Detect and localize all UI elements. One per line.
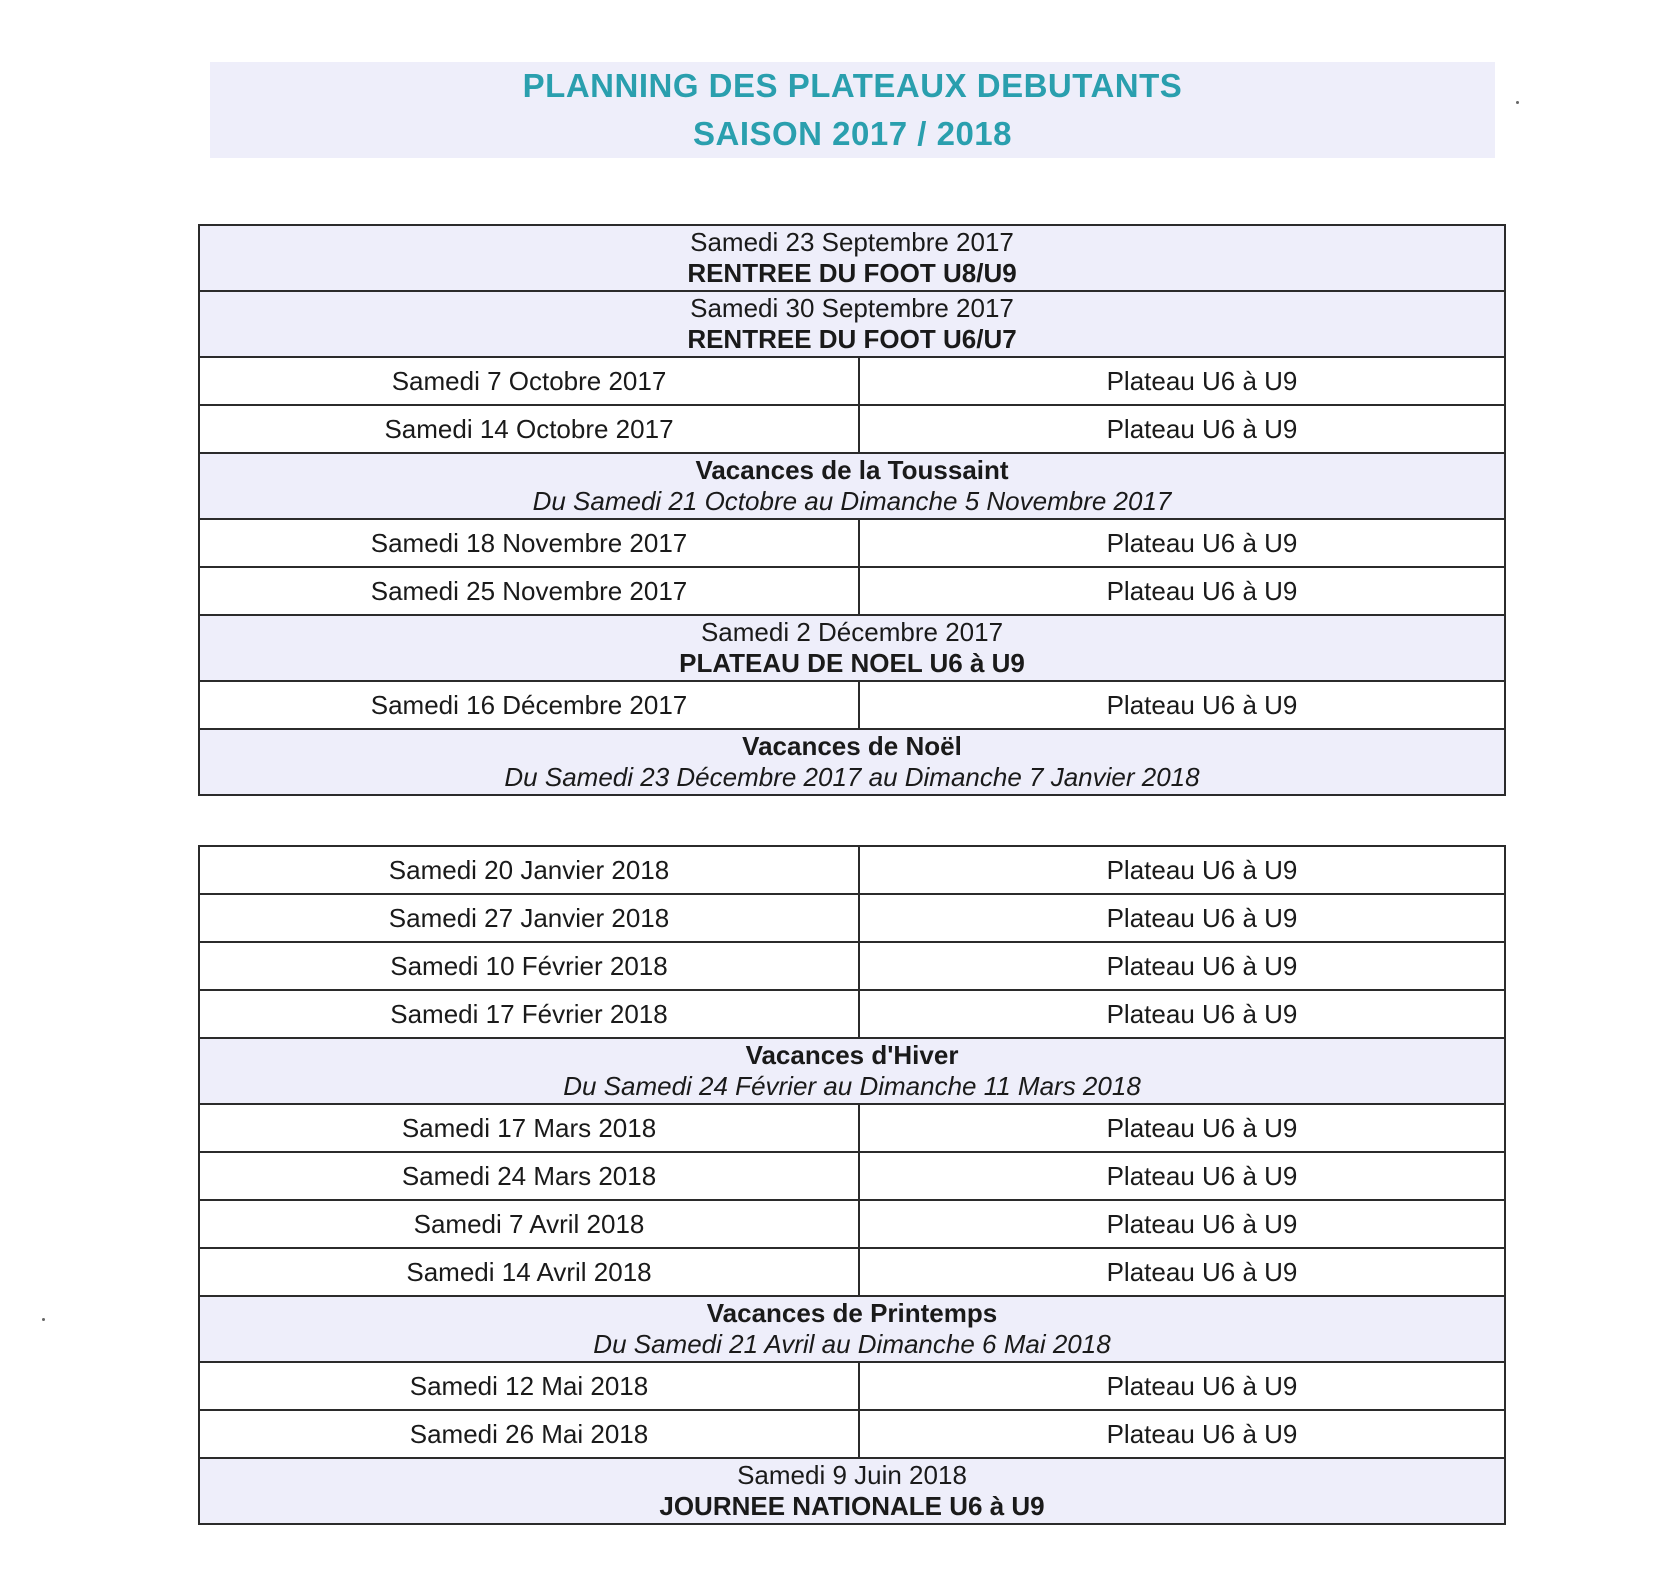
event-cell xyxy=(859,567,1505,615)
event-title: PLATEAU DE NOEL U6 à U9 xyxy=(679,648,1025,678)
date-cell: Samedi 20 Janvier 2018 xyxy=(199,846,859,894)
event-label: Plateau U6 à U9 xyxy=(1106,1370,1298,1401)
event-cell xyxy=(859,1152,1505,1200)
table-row xyxy=(199,1200,1505,1248)
holiday-cell xyxy=(199,453,1505,519)
event-label: Plateau U6 à U9 xyxy=(1106,689,1298,720)
season-title: SAISON 2017 / 2018 xyxy=(692,115,1013,152)
page-title: PLANNING DES PLATEAUX DEBUTANTS xyxy=(522,67,1183,104)
special-event-cell xyxy=(199,615,1505,681)
event-date: Samedi 2 Décembre 2017 xyxy=(700,617,1004,647)
date-cell: Samedi 10 Février 2018 xyxy=(199,942,859,990)
event-label: Plateau U6 à U9 xyxy=(1106,1160,1298,1191)
holiday-dates: Du Samedi 24 Février au Dimanche 11 Mars 2018 xyxy=(563,1071,1141,1101)
holiday-row xyxy=(199,1296,1505,1362)
event-cell xyxy=(859,990,1505,1038)
event-cell xyxy=(859,1362,1505,1410)
event-label: Plateau U6 à U9 xyxy=(1106,1208,1298,1239)
event-title: RENTREE DU FOOT U6/U7 xyxy=(687,324,1017,354)
date-cell: Samedi 14 Octobre 2017 xyxy=(199,405,859,453)
special-event-cell xyxy=(199,291,1505,357)
event-date: Samedi 9 Juin 2018 xyxy=(737,1460,967,1490)
holiday-cell xyxy=(199,729,1505,795)
special-event-row xyxy=(199,615,1505,681)
table-row xyxy=(199,1104,1505,1152)
holiday-title: Vacances de Printemps xyxy=(706,1298,998,1328)
event-label: Plateau U6 à U9 xyxy=(1106,575,1298,606)
table-row xyxy=(199,894,1505,942)
table-row xyxy=(199,1152,1505,1200)
holiday-row xyxy=(199,453,1505,519)
event-label: Plateau U6 à U9 xyxy=(1106,527,1298,558)
event-label: Plateau U6 à U9 xyxy=(1106,413,1298,444)
special-event-row xyxy=(199,291,1505,357)
table-row xyxy=(199,990,1505,1038)
schedule-table-spring xyxy=(198,845,1506,1525)
event-cell xyxy=(859,1200,1505,1248)
event-cell xyxy=(859,357,1505,405)
event-cell xyxy=(859,405,1505,453)
table-row xyxy=(199,1362,1505,1410)
holiday-cell xyxy=(199,1296,1505,1362)
date-cell: Samedi 26 Mai 2018 xyxy=(199,1410,859,1458)
event-title: JOURNEE NATIONALE U6 à U9 xyxy=(659,1491,1045,1521)
schedule-table-autumn xyxy=(198,224,1506,796)
event-label: Plateau U6 à U9 xyxy=(1106,998,1298,1029)
scan-speck xyxy=(42,1318,45,1321)
date-cell: Samedi 7 Octobre 2017 xyxy=(199,357,859,405)
event-cell xyxy=(859,846,1505,894)
table-row xyxy=(199,681,1505,729)
event-label: Plateau U6 à U9 xyxy=(1106,1112,1298,1143)
event-date: Samedi 23 Septembre 2017 xyxy=(690,227,1014,257)
holiday-title: Vacances de Noël xyxy=(742,731,962,761)
date-cell: Samedi 16 Décembre 2017 xyxy=(199,681,859,729)
event-cell xyxy=(859,519,1505,567)
special-event-row xyxy=(199,1458,1505,1524)
date-cell: Samedi 17 Février 2018 xyxy=(199,990,859,1038)
table-row xyxy=(199,357,1505,405)
holiday-title: Vacances de la Toussaint xyxy=(695,455,1009,485)
special-event-cell xyxy=(199,225,1505,291)
holiday-row xyxy=(199,729,1505,795)
holiday-dates: Du Samedi 23 Décembre 2017 au Dimanche 7 Janvier 2018 xyxy=(504,762,1200,792)
date-cell: Samedi 24 Mars 2018 xyxy=(199,1152,859,1200)
event-cell xyxy=(859,1104,1505,1152)
event-cell xyxy=(859,1410,1505,1458)
event-cell xyxy=(859,942,1505,990)
table-row xyxy=(199,567,1505,615)
date-cell: Samedi 12 Mai 2018 xyxy=(199,1362,859,1410)
event-cell xyxy=(859,894,1505,942)
event-cell xyxy=(859,681,1505,729)
table-row xyxy=(199,846,1505,894)
date-cell: Samedi 18 Novembre 2017 xyxy=(199,519,859,567)
table-row xyxy=(199,942,1505,990)
holiday-dates: Du Samedi 21 Octobre au Dimanche 5 Novembre 2017 xyxy=(532,486,1172,516)
table-row xyxy=(199,405,1505,453)
table-row xyxy=(199,1410,1505,1458)
holiday-title: Vacances d'Hiver xyxy=(745,1040,959,1070)
event-label: Plateau U6 à U9 xyxy=(1106,902,1298,933)
date-cell: Samedi 17 Mars 2018 xyxy=(199,1104,859,1152)
date-cell: Samedi 25 Novembre 2017 xyxy=(199,567,859,615)
event-label: Plateau U6 à U9 xyxy=(1106,950,1298,981)
event-cell xyxy=(859,1248,1505,1296)
header-banner xyxy=(210,62,1495,158)
table-row xyxy=(199,1248,1505,1296)
event-title: RENTREE DU FOOT U8/U9 xyxy=(687,258,1017,288)
event-label: Plateau U6 à U9 xyxy=(1106,1418,1298,1449)
holiday-cell xyxy=(199,1038,1505,1104)
table-row xyxy=(199,519,1505,567)
special-event-cell xyxy=(199,1458,1505,1524)
scan-speck xyxy=(1516,101,1519,104)
holiday-dates: Du Samedi 21 Avril au Dimanche 6 Mai 2018 xyxy=(593,1329,1111,1359)
holiday-row xyxy=(199,1038,1505,1104)
event-label: Plateau U6 à U9 xyxy=(1106,854,1298,885)
event-label: Plateau U6 à U9 xyxy=(1106,1256,1298,1287)
date-cell: Samedi 7 Avril 2018 xyxy=(199,1200,859,1248)
date-cell: Samedi 27 Janvier 2018 xyxy=(199,894,859,942)
event-label: Plateau U6 à U9 xyxy=(1106,365,1298,396)
date-cell: Samedi 14 Avril 2018 xyxy=(199,1248,859,1296)
event-date: Samedi 30 Septembre 2017 xyxy=(690,293,1014,323)
special-event-row xyxy=(199,225,1505,291)
